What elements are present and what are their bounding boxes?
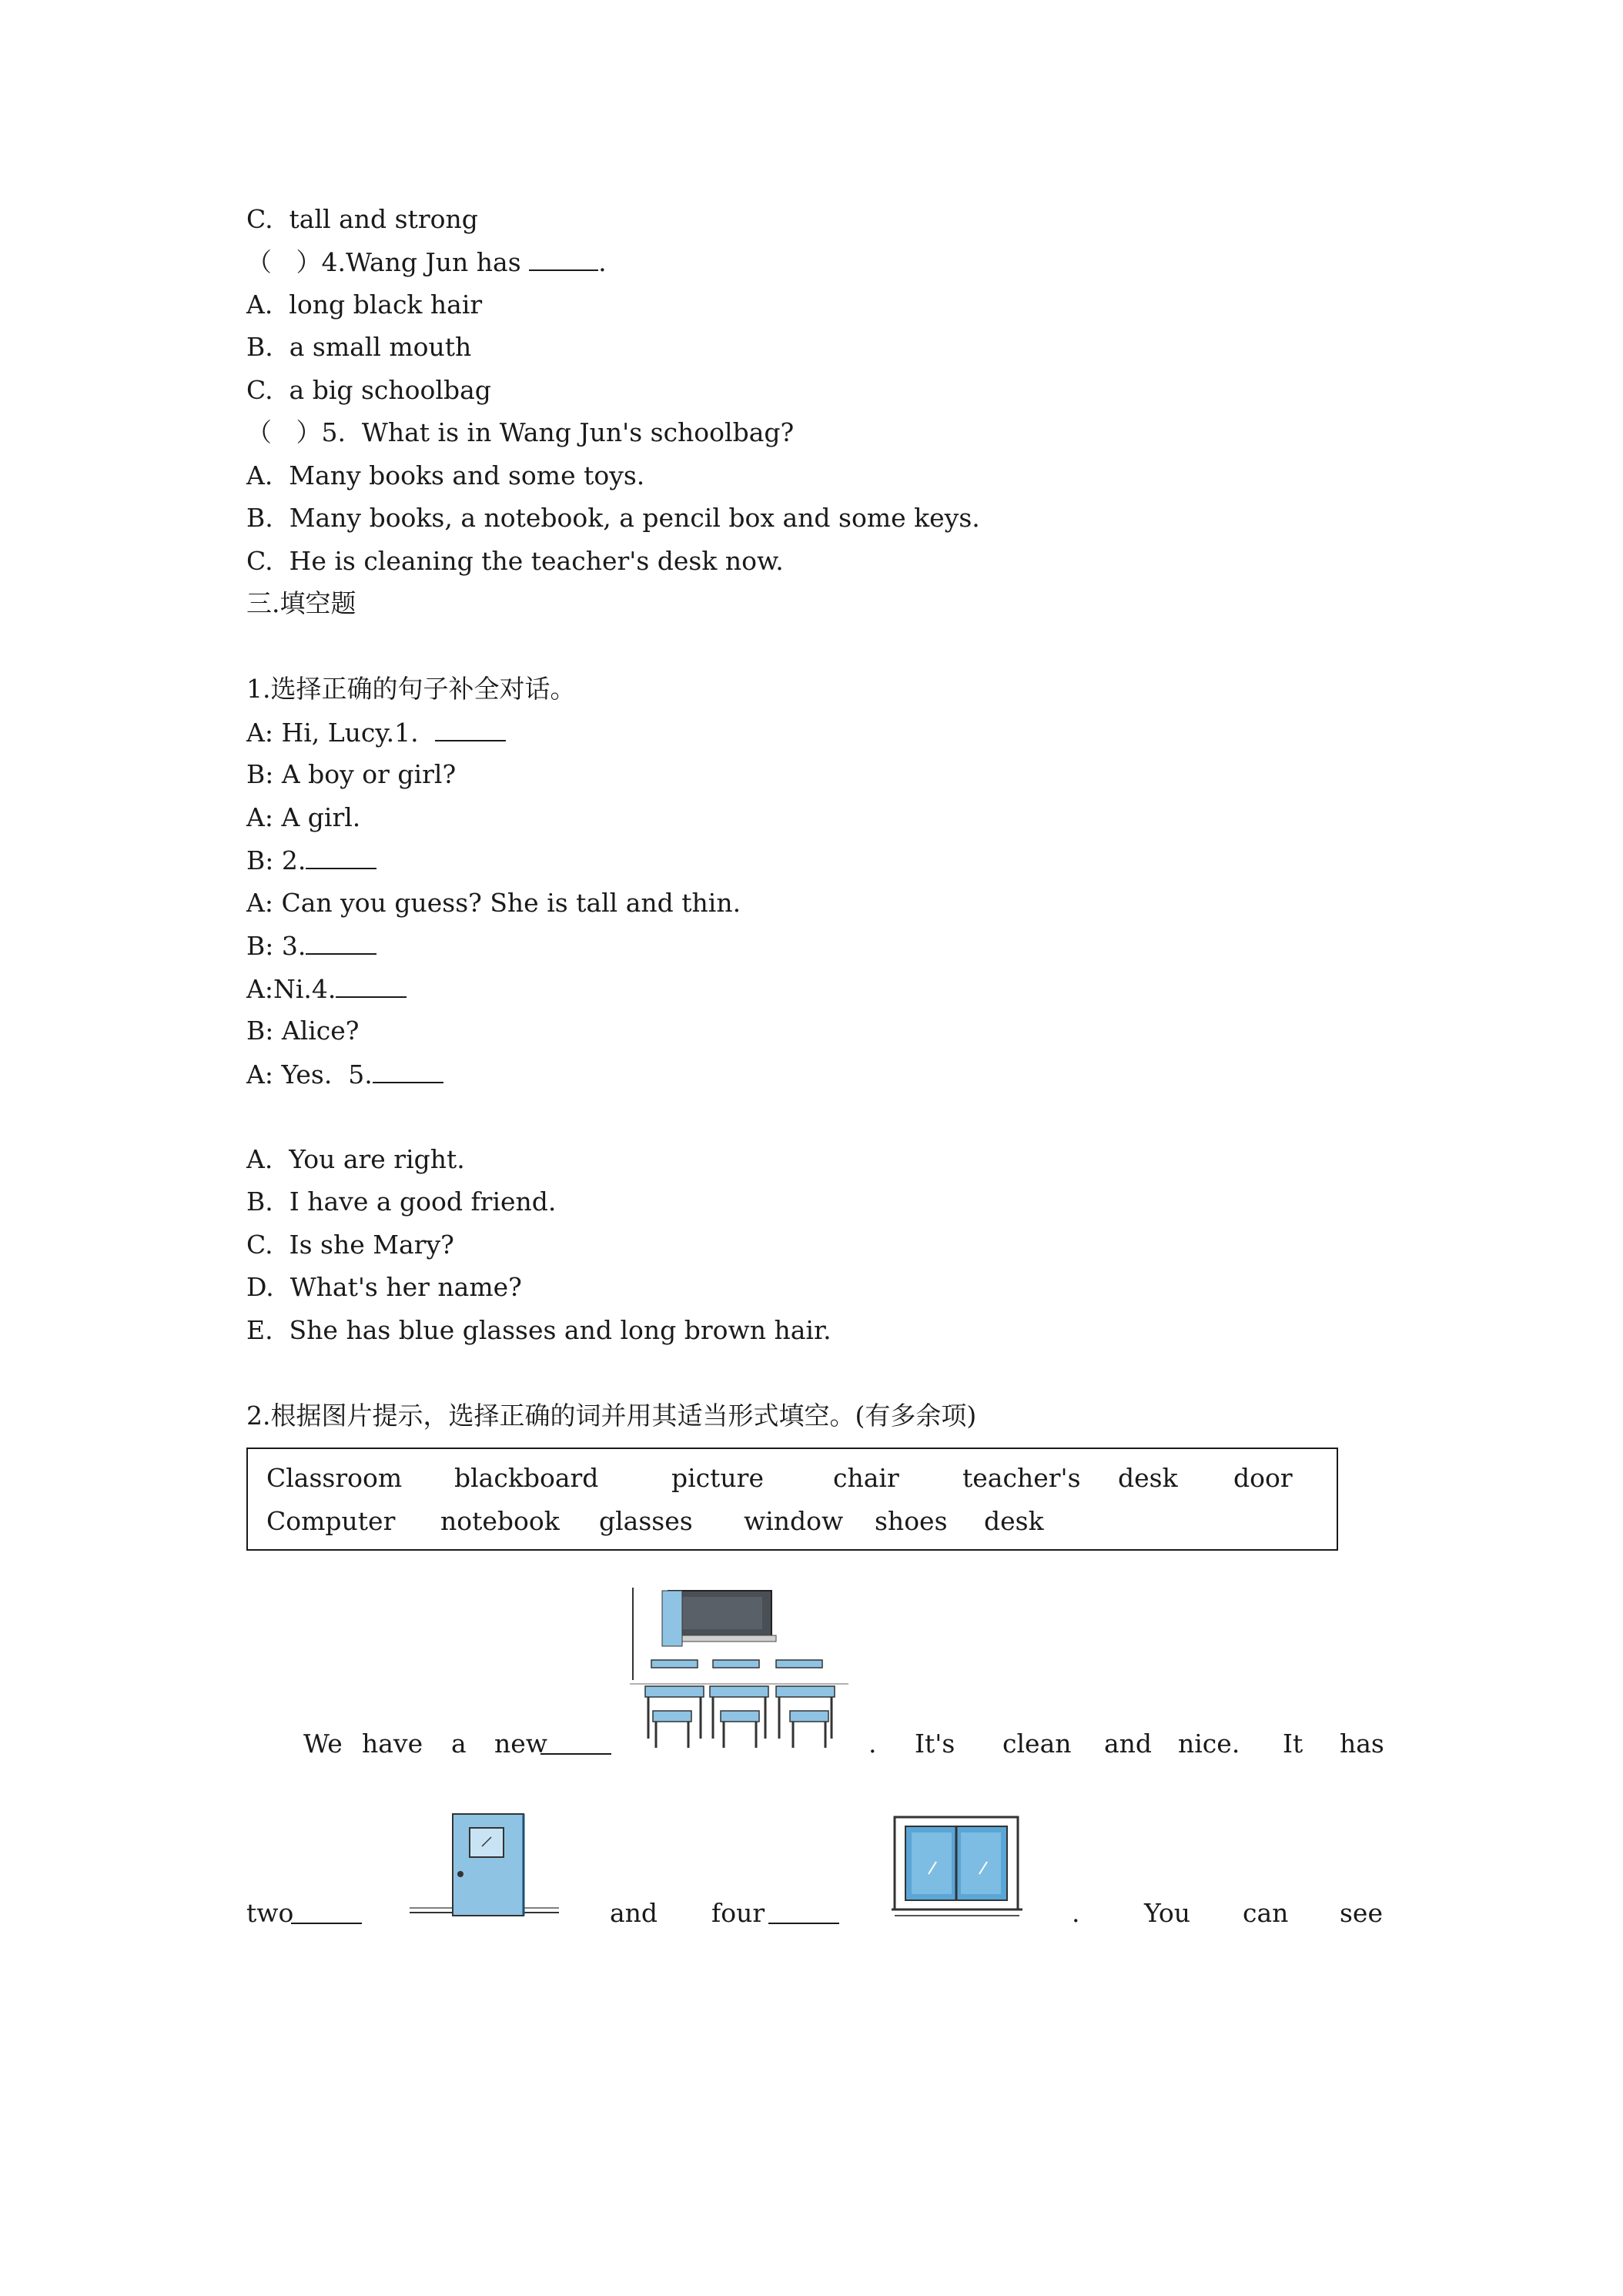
sentence2-word: four <box>711 1898 765 1928</box>
q5-stem: （ ）5. What is in Wang Jun's schoolbag? <box>246 417 795 447</box>
window-illustration <box>892 1814 1022 1922</box>
dialogue-line-4 <box>246 845 376 876</box>
word-bank-item: notebook <box>440 1506 560 1536</box>
q4-stem: （ ）4.Wang Jun has . <box>246 247 607 277</box>
q5-option-b: B. Many books, a notebook, a pencil box and some keys. <box>246 503 980 533</box>
sentence1-word: We <box>303 1729 343 1759</box>
word-bank-item: desk <box>984 1506 1044 1536</box>
dialogue-line-2: B: A boy or girl? <box>246 759 457 789</box>
sentence1-blank[interactable] <box>540 1730 611 1755</box>
choice-b: B. I have a good friend. <box>246 1186 557 1217</box>
dialogue-blank-5[interactable] <box>373 1059 443 1083</box>
choice-e: E. She has blue glasses and long brown hair. <box>246 1315 832 1345</box>
dialogue-line-7 <box>246 973 407 1005</box>
word-bank-item: blackboard <box>454 1463 599 1493</box>
choice-a: A. You are right. <box>246 1144 465 1174</box>
sentence1-word: and <box>1104 1729 1153 1759</box>
sentence1-word: new <box>494 1729 548 1759</box>
word-bank-item: desk <box>1118 1463 1178 1493</box>
word-bank-item: window <box>744 1506 844 1536</box>
q4-stem-text: （ ）4.Wang Jun has <box>246 247 521 277</box>
dialogue-blank-4[interactable] <box>336 973 407 998</box>
word-bank-item: glasses <box>599 1506 693 1536</box>
dialogue-blank-2[interactable] <box>306 845 376 869</box>
q3-option-c: C. tall and strong <box>246 204 478 234</box>
sentence2-word: see <box>1340 1898 1383 1928</box>
word-bank-item: chair <box>833 1463 899 1493</box>
sentence1-word: clean <box>1002 1729 1072 1759</box>
sentence1-word: . <box>868 1729 877 1759</box>
dialogue-text-1: A: Hi, Lucy.1. <box>246 718 435 748</box>
sentence1-word: have <box>362 1729 423 1759</box>
word-bank-item: picture <box>671 1463 764 1493</box>
q5-option-c: C. He is cleaning the teacher's desk now. <box>246 546 784 576</box>
q4-blank[interactable] <box>529 246 598 271</box>
classroom-illustration <box>630 1588 848 1751</box>
dialogue-text-9: A: Yes. 5. <box>246 1059 373 1089</box>
word-bank-item: shoes <box>875 1506 948 1536</box>
dialogue-line-3: A: A girl. <box>246 802 361 832</box>
word-bank <box>246 1448 1338 1551</box>
task2-title: 2.根据图片提示，选择正确的词并用其适当形式填空。(有多余项) <box>246 1401 977 1431</box>
dialogue-line-1 <box>246 717 506 748</box>
dialogue-blank-1[interactable] <box>435 717 506 741</box>
sentence2-word: and <box>610 1898 658 1928</box>
choice-d: D. What's her name? <box>246 1272 522 1302</box>
dialogue-text-4: B: 2. <box>246 845 306 875</box>
sentence2-blank-2[interactable] <box>768 1899 839 1924</box>
word-bank-item: teacher's <box>962 1463 1081 1493</box>
sentence1-word: a <box>451 1729 467 1759</box>
q4-option-a: A. long black hair <box>246 290 483 320</box>
sentence1-word: has <box>1340 1729 1384 1759</box>
sentence2-word: two <box>246 1898 294 1928</box>
q5-option-a: A. Many books and some toys. <box>246 460 645 490</box>
door-illustration <box>408 1811 561 1920</box>
choice-c: C. Is she Mary? <box>246 1230 454 1260</box>
dialogue-text-7: A:Ni.4. <box>246 974 336 1004</box>
dialogue-line-8: B: Alice? <box>246 1016 360 1046</box>
word-bank-item: Computer <box>266 1506 396 1536</box>
sentence2-word: . <box>1072 1898 1080 1928</box>
sentence2-word: can <box>1243 1898 1289 1928</box>
section-title: 三.填空题 <box>246 588 356 618</box>
sentence1-word: It's <box>915 1729 955 1759</box>
sentence1-word: It <box>1283 1729 1303 1759</box>
q4-option-c: C. a big schoolbag <box>246 375 491 405</box>
dialogue-line-5: A: Can you guess? She is tall and thin. <box>246 888 741 918</box>
dialogue-line-6 <box>246 930 376 962</box>
dialogue-blank-3[interactable] <box>306 930 376 955</box>
word-bank-item: door <box>1233 1463 1293 1493</box>
sentence2-blank-1[interactable] <box>291 1899 362 1924</box>
word-bank-item: Classroom <box>266 1463 403 1493</box>
sentence2-word: You <box>1144 1898 1191 1928</box>
dialogue-text-6: B: 3. <box>246 931 306 961</box>
sentence1-word: nice. <box>1178 1729 1240 1759</box>
task1-title: 1.选择正确的句子补全对话。 <box>246 674 576 704</box>
q4-option-b: B. a small mouth <box>246 332 472 362</box>
dialogue-line-9 <box>246 1059 443 1090</box>
